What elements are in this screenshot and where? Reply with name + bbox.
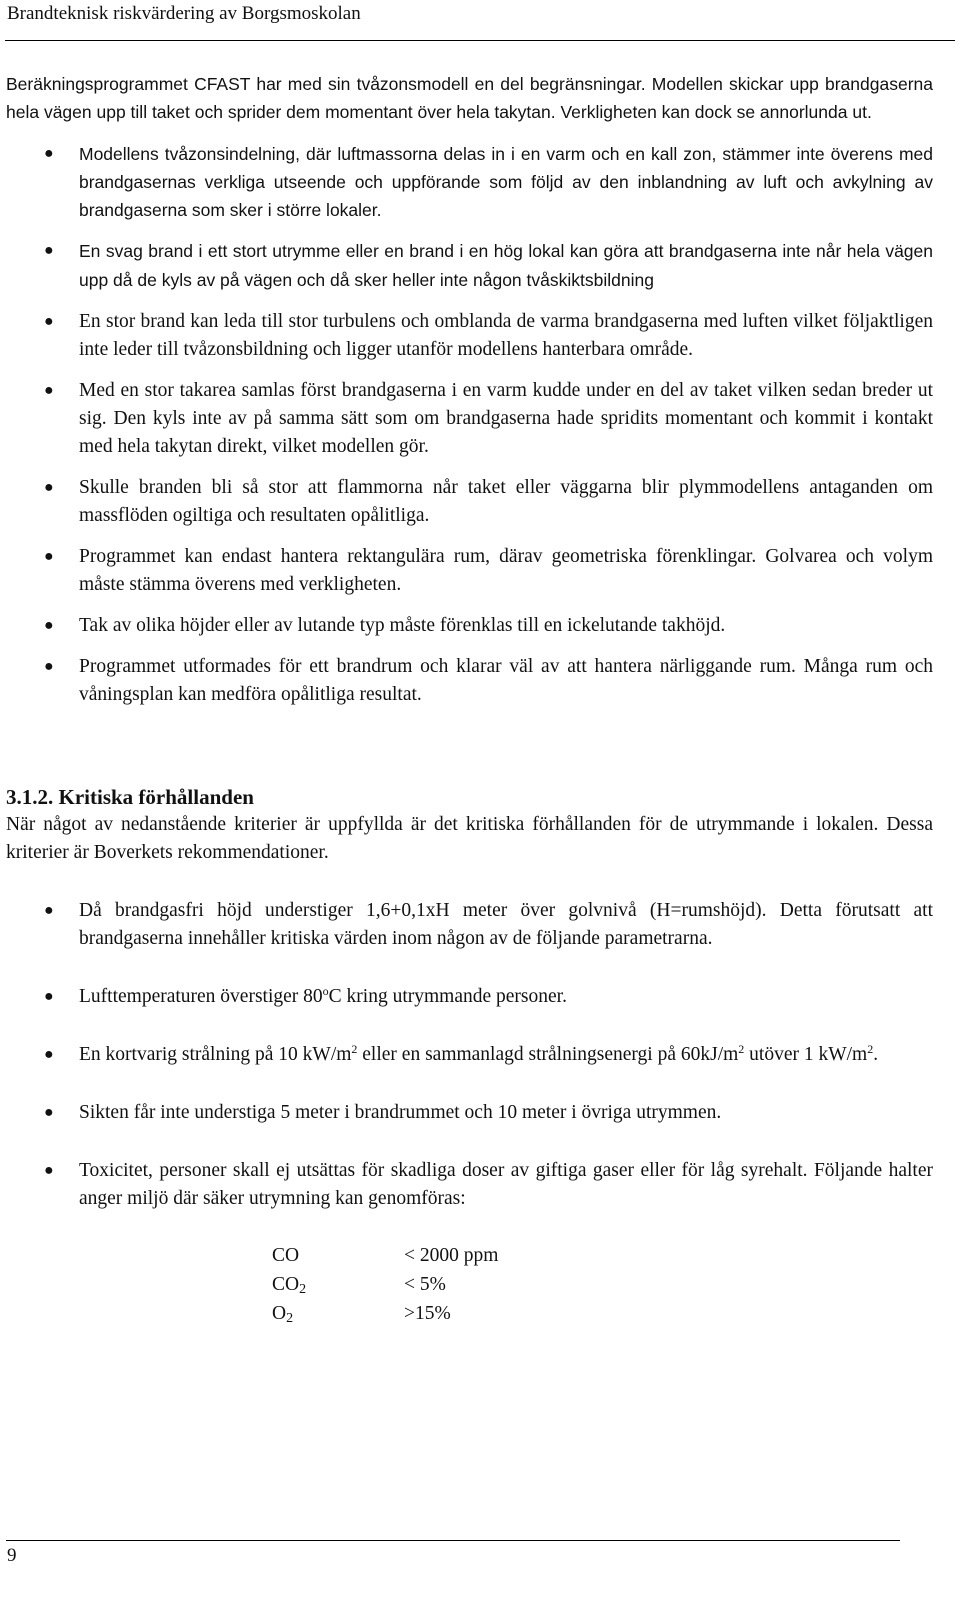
list-item: ● En stor brand kan leda till stor turbulens och omblanda de varma brandgaserna med luften vilket följaktligen inte leder till tvåzonsbildning och ligger utanför modellens hanterbara område.	[6, 308, 933, 364]
bullet-icon: ●	[44, 242, 54, 259]
list-item: ● Toxicitet, personer skall ej utsättas för skadliga doser av giftiga gaser eller för låg syrehalt. Följande halter anger miljö där säker utrymning kan genomföras:	[6, 1157, 933, 1213]
table-row: $O_2$ >15%	[272, 1299, 498, 1328]
list-item: ● Sikten får inte understiga 5 meter i brandrummet och 10 meter i övriga utrymmen.	[6, 1099, 933, 1127]
list-item: ● Med en stor takarea samlas först brandgaserna i en varm kudde under en del av taket vilken sedan breder ut sig. Den kyls inte av på samma sätt som om brandgaserna hade spridits momentant och kommit i kontakt med hela takytan direkt, vilket modellen gör.	[6, 377, 933, 461]
list-item: ● Tak av olika höjder eller av lutande typ måste förenklas till en ickelutande takhöjd.	[6, 612, 933, 640]
gas-value: < 2000 ppm	[404, 1244, 499, 1266]
table-row: $CO_2$ < 5%	[272, 1270, 498, 1299]
bullet-icon: ●	[44, 382, 54, 399]
list-item: ● Skulle branden bli så stor att flammorna når taket eller väggarna blir plymmodellens antaganden om massflöden ogiltiga och resultaten opålitliga.	[6, 474, 933, 530]
section-intro: När något av nedanstående kriterier är uppfyllda är det kritiska förhållanden för de utrymmande i lokalen. Dessa kriterier är Boverkets rekommendationer.	[6, 814, 933, 863]
gas-name: O	[272, 1302, 287, 1324]
intro-paragraph: Beräkningsprogrammet CFAST har med sin tvåzonsmodell en del begränsningar. Modellen skickar upp brandgaserna hela vägen upp till taket och sprider dem momentant över hela takytan. Verkligheten kan dock se annorlunda ut.	[6, 74, 933, 122]
bullet-icon: ●	[44, 1162, 54, 1179]
bullet-icon: ●	[44, 145, 54, 162]
section-heading: 3.1.2. Kritiska förhållanden	[6, 785, 254, 809]
gas-value: >15%	[404, 1302, 451, 1324]
table-row	[272, 1241, 498, 1270]
header-divider	[5, 40, 955, 41]
bullet-icon: ●	[44, 1104, 54, 1121]
gas-value: < 5%	[404, 1273, 446, 1295]
bullet-icon: ●	[44, 548, 54, 565]
bullet-icon: ●	[44, 1046, 54, 1063]
page-number: 9	[7, 1545, 17, 1566]
limitations-list	[6, 140, 933, 709]
bullet-icon: ●	[44, 988, 54, 1005]
gas-limits-table	[272, 1241, 498, 1328]
list-item: ● Programmet kan endast hantera rektangulära rum, därav geometriska förenklingar. Golvarea och volym måste stämma överens med verkligheten.	[6, 543, 933, 599]
list-item: ● En kortvarig strålning på 10 $kW/m^2$ eller en sammanlagd strålningsenergi på $60kJ/m^2$ utöver 1 $kW/m^2$.	[6, 1041, 933, 1069]
gas-name: CO	[272, 1273, 300, 1295]
page-content	[6, 70, 933, 1328]
list-item: ● Lufttemperaturen överstiger 80$^o$C kring utrymmande personer.	[6, 983, 933, 1011]
criteria-list	[6, 897, 933, 1213]
list-item: ● En svag brand i ett stort utrymme eller en brand i en hög lokal kan göra att brandgaserna inte når hela vägen upp då de kyls av på vägen och då sker heller inte någon tvåskiktsbildning	[6, 237, 933, 295]
bullet-icon: ●	[44, 313, 54, 330]
gas-name: CO	[272, 1244, 300, 1266]
bullet-icon: ●	[44, 479, 54, 496]
bullet-icon: ●	[44, 902, 54, 919]
list-item: ● Programmet utformades för ett brandrum och klarar väl av att hantera närliggande rum. Många rum och våningsplan kan medföra opålitliga resultat.	[6, 653, 933, 709]
list-item: ● Då brandgasfri höjd understiger 1,6+0,1xH meter över golvnivå (H=rumshöjd). Detta förutsatt att brandgaserna innehåller kritiska värden inom någon av de följande parametrarna.	[6, 897, 933, 953]
list-item: ● Modellens tvåzonsindelning, där luftmassorna delas in i en varm och en kall zon, stämmer inte överens med brandgasernas verkliga utseende och uppförande som följd av den inblandning av luft och avkylning av brandgaserna som sker i större lokaler.	[6, 140, 933, 224]
bullet-icon: ●	[44, 658, 54, 675]
footer-divider	[6, 1540, 900, 1541]
bullet-icon: ●	[44, 617, 54, 634]
running-header: Brandteknisk riskvärdering av Borgsmoskolan	[7, 3, 361, 24]
